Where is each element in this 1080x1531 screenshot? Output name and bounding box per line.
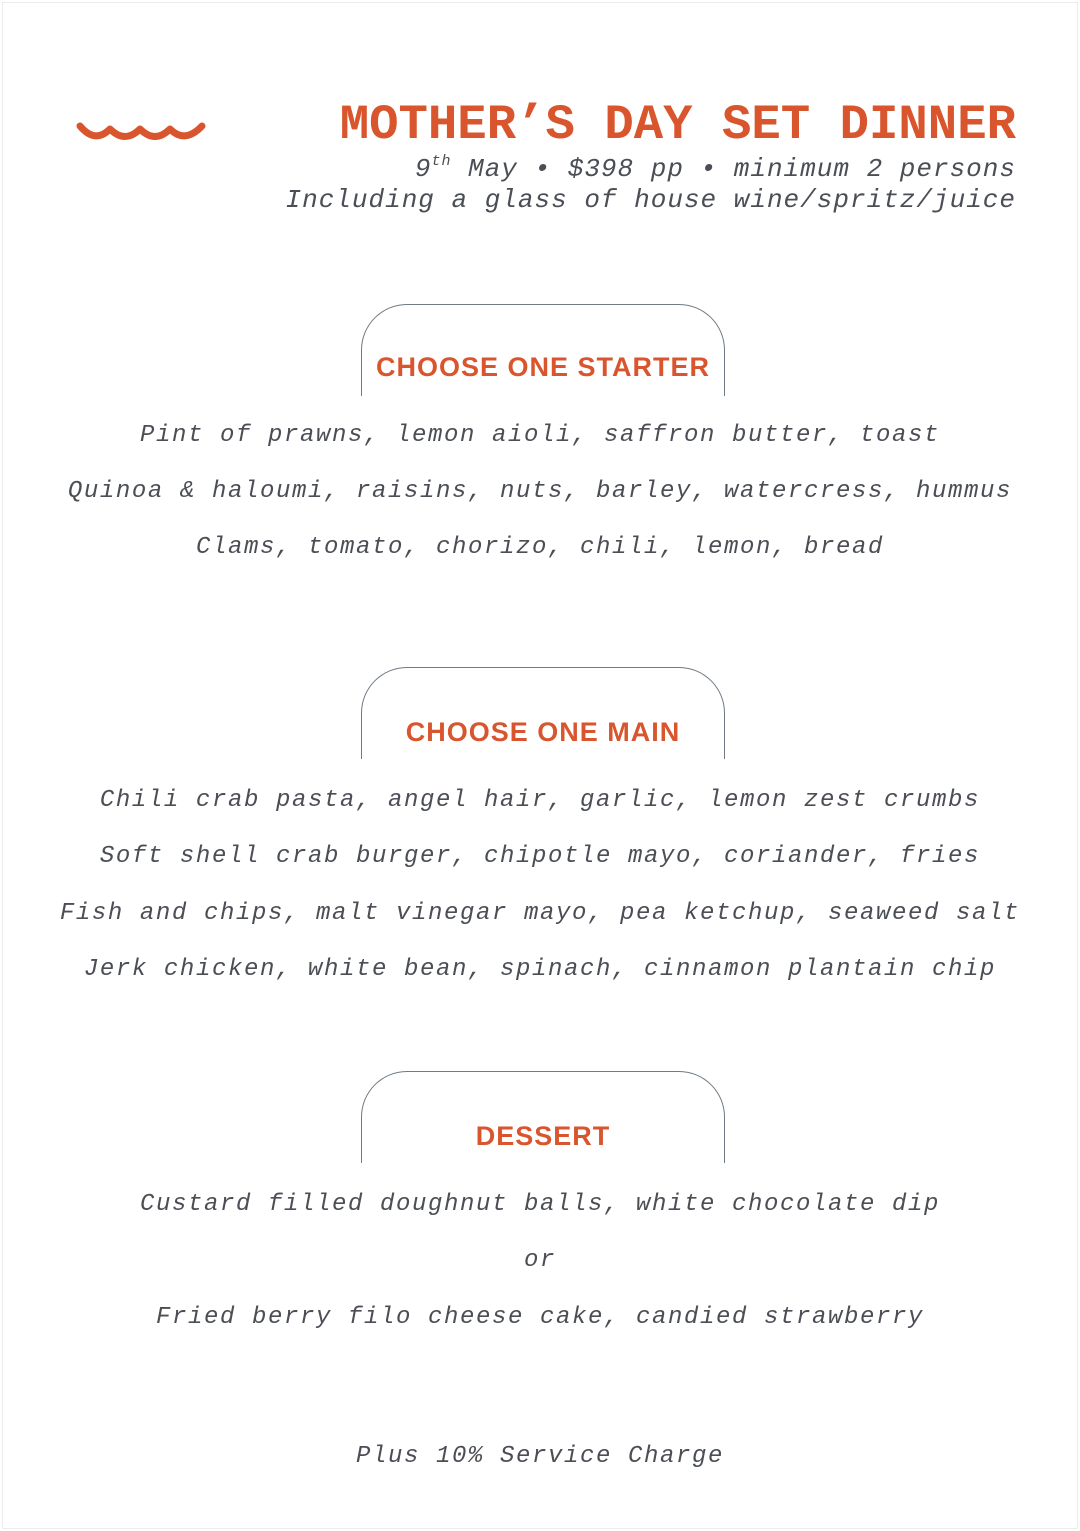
date-price-line	[285, 154, 1016, 185]
date-price-text: May • $398 pp • minimum 2 persons	[451, 154, 1016, 184]
service-charge-note: Plus 10% Service Charge	[355, 1443, 725, 1470]
main-item: Chili crab pasta, angel hair, garlic, lemon zest crumbs	[99, 787, 981, 814]
dessert-item: Fried berry filo cheese cake, candied strawberry	[155, 1304, 925, 1331]
main-item: Jerk chicken, white bean, spinach, cinnamon plantain chip	[83, 956, 997, 983]
starter-item: Quinoa & haloumi, raisins, nuts, barley, watercress, hummus	[67, 478, 1013, 505]
dessert-or: or	[523, 1247, 556, 1274]
dessert-item: Custard filled doughnut balls, white chocolate dip	[139, 1191, 941, 1218]
page-border	[2, 2, 1078, 1529]
date-day: 9	[414, 154, 432, 184]
starter-item: Clams, tomato, chorizo, chili, lemon, bread	[195, 534, 885, 561]
wave-icon	[76, 118, 208, 142]
includes-line: Including a glass of house wine/spritz/juice	[285, 185, 1016, 215]
dessert-heading: DESSERT	[475, 1121, 611, 1151]
main-heading: CHOOSE ONE MAIN	[405, 717, 681, 747]
page-title: MOTHER’S DAY SET DINNER	[339, 97, 1016, 153]
date-suffix: th	[431, 153, 452, 170]
menu-header	[285, 96, 1016, 216]
main-item: Fish and chips, malt vinegar mayo, pea ketchup, seaweed salt	[59, 900, 1021, 927]
main-item: Soft shell crab burger, chipotle mayo, coriander, fries	[99, 843, 981, 870]
starter-heading: CHOOSE ONE STARTER	[375, 352, 711, 382]
starter-item: Pint of prawns, lemon aioli, saffron butter, toast	[139, 422, 941, 449]
